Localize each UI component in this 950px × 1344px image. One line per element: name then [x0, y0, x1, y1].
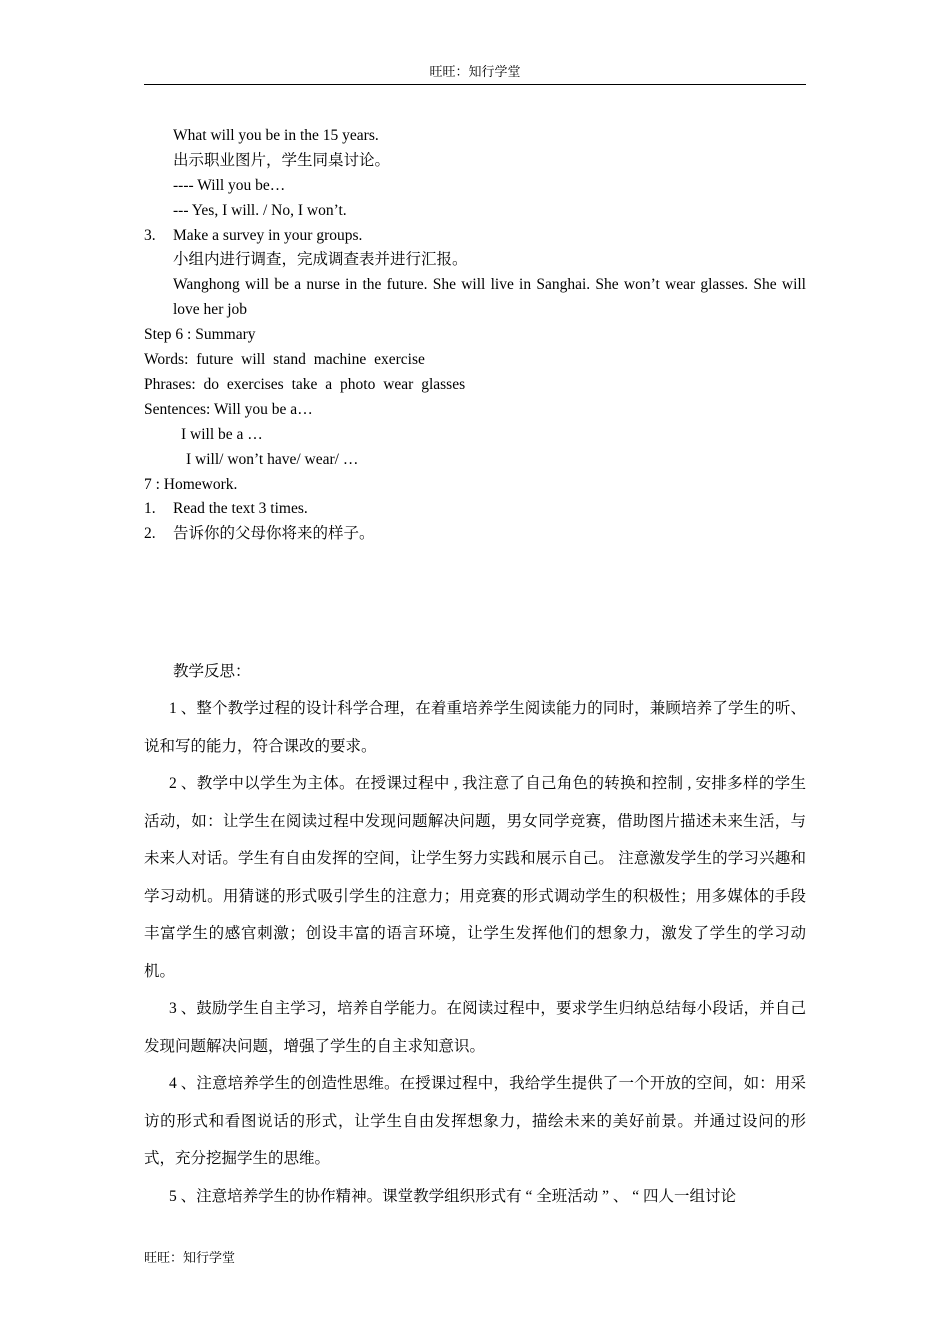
item-number: 3.	[144, 226, 156, 244]
item-number: 2.	[144, 525, 156, 543]
item-text: Read the text 3 times.	[173, 500, 308, 518]
item-text: Make a survey in your groups.	[173, 226, 363, 244]
reflection-paragraph: 2 、教学中以学生为主体。在授课过程中 , 我注意了自己角色的转换和控制 , 安排多样的学生活动，如：让学生在阅读过程中发现问题解决问题，男女同学竞赛，借助图片描述未来生活，与未来人对话。学生有自由发挥的空间，让学生努力实践和展示自己。 注意激发学生的学习兴趣和学习动机。用猜谜的形式吸引学生的注意力；用竞赛的形式调动学生的积极性；用多媒体的手段丰富学生的感官刺激；创设丰富的语言环境，让学生发挥他们的想象力，激发了学生的学习动机。	[144, 775, 806, 980]
text-paragraph: Wanghong will be a nurse in the future. She will live in Sanghai. She won’t wear glasses. She will love her job	[173, 276, 806, 319]
item-number: 1.	[144, 500, 156, 518]
item-text: 告诉你的父母你将来的样子。	[173, 525, 375, 543]
page-footer: 旺旺：知行学堂	[144, 1250, 236, 1265]
sentence-pattern: I will/ won’t have/ wear/ …	[186, 450, 359, 468]
text-line: ---- Will you be…	[173, 176, 286, 194]
reflection-title: 教学反思：	[173, 663, 251, 680]
text-line: What will you be in the 15 years.	[173, 127, 379, 144]
reflection-paragraph: 4 、注意培养学生的创造性思维。在授课过程中，我给学生提供了一个开放的空间，如：用采访的形式和看图说话的形式，让学生自由发挥想象力，描绘未来的美好前景。并通过设问的形式，充分挖掘学生的思维。	[144, 1075, 806, 1167]
summary-sentences: Sentences: Will you be a…	[144, 400, 313, 418]
numbered-item	[144, 497, 806, 522]
lesson-steps	[144, 124, 806, 547]
reflection-paragraph: 1 、整个教学过程的设计科学合理，在着重培养学生阅读能力的同时，兼顾培养了学生的听、说和写的能力，符合课改的要求。	[144, 700, 806, 755]
step-heading: Step 6 : Summary	[144, 326, 256, 344]
summary-phrases: Phrases: do exercises take a photo wear glasses	[144, 375, 466, 393]
reflection-body	[144, 690, 806, 1215]
page-header: 旺旺：知行学堂	[144, 62, 806, 85]
sentence-pattern: I will be a …	[181, 425, 263, 443]
reflection-paragraph: 3 、鼓励学生自主学习，培养自学能力。在阅读过程中，要求学生归纳总结每小段话，并自己发现问题解决问题，增强了学生的自主求知意识。	[144, 1000, 806, 1055]
numbered-item	[144, 522, 806, 547]
reflection-paragraph: 5 、注意培养学生的协作精神。课堂教学组织形式有 “ 全班活动 ” 、 “ 四人一组讨论	[169, 1187, 737, 1205]
text-line: 小组内进行调查，完成调查表并进行汇报。	[173, 251, 468, 269]
text-line: 出示职业图片，学生同桌讨论。	[173, 151, 391, 169]
summary-words: Words: future will stand machine exercise	[144, 351, 425, 369]
text-line: --- Yes, I will. / No, I won’t.	[173, 201, 347, 219]
homework-heading: 7 : Homework.	[144, 475, 238, 493]
numbered-item	[144, 224, 806, 249]
